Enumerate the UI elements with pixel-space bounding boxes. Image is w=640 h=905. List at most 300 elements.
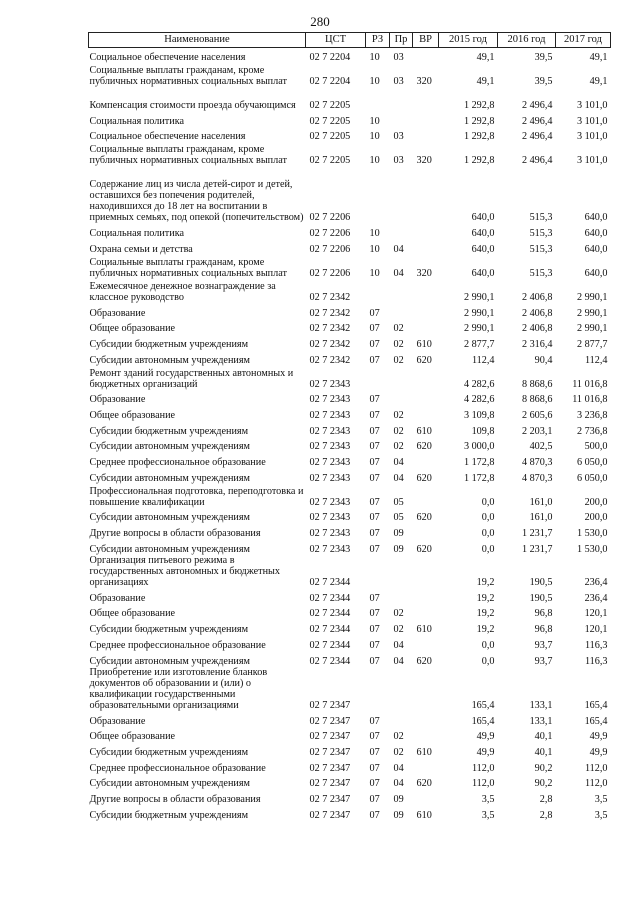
table-row <box>89 555 611 588</box>
row-cst: 02 7 2206 <box>309 267 351 279</box>
row-rz: 07 <box>369 762 380 774</box>
row-value-2015: 49,9 <box>476 731 495 743</box>
row-rz <box>366 279 390 303</box>
row-name: Социальное обеспечение населения <box>89 131 246 143</box>
row-value-2016: 2 203,1 <box>521 425 553 437</box>
row-vr <box>413 279 439 303</box>
header-2017: 2017 год <box>556 33 611 48</box>
row-value-2016: 161,0 <box>529 512 553 524</box>
row-rz: 07 <box>369 512 380 524</box>
row-value-2016: 402,5 <box>529 441 553 453</box>
row-cst: 02 7 2347 <box>309 809 351 821</box>
row-value-2017: 3,5 <box>594 809 608 821</box>
row-value-2017: 1 530,0 <box>576 528 608 540</box>
row-value-2016: 4 870,3 <box>521 472 553 484</box>
row-cst: 02 7 2347 <box>309 762 351 774</box>
row-value-2017: 200,0 <box>584 496 608 508</box>
row-rz: 07 <box>369 639 380 651</box>
header-name: Наименование <box>89 33 306 48</box>
row-pr <box>390 224 413 240</box>
row-name: Субсидии автономным учреждениям <box>89 778 250 790</box>
row-cst: 02 7 2205 <box>309 115 351 127</box>
row-rz: 07 <box>369 543 380 555</box>
row-cst: 02 7 2204 <box>309 52 351 64</box>
row-rz: 10 <box>369 52 380 64</box>
row-value-2015: 1 292,8 <box>463 115 495 127</box>
row-value-2017: 120,1 <box>584 608 608 620</box>
row-rz: 07 <box>369 731 380 743</box>
row-pr: 02 <box>393 323 404 335</box>
row-name: Субсидии автономным учреждениям <box>89 512 250 524</box>
row-cst: 02 7 2347 <box>309 794 351 805</box>
row-pr: 03 <box>393 155 404 167</box>
row-rz <box>366 555 390 588</box>
row-vr <box>413 711 439 727</box>
row-vr: 320 <box>416 267 432 279</box>
table-row <box>89 366 611 390</box>
row-value-2015: 1 292,8 <box>463 100 495 112</box>
header-rz: РЗ <box>366 33 390 48</box>
header-2015: 2015 год <box>439 33 498 48</box>
row-value-2016: 161,0 <box>529 496 553 508</box>
row-name: Субсидии автономным учреждениям <box>89 543 250 555</box>
row-value-2015: 1 172,8 <box>463 457 495 469</box>
row-cst: 02 7 2343 <box>309 409 351 421</box>
row-cst: 02 7 2344 <box>309 655 351 667</box>
row-value-2017: 165,4 <box>584 699 608 711</box>
row-rz: 07 <box>369 338 380 350</box>
row-value-2016: 39,5 <box>534 52 553 64</box>
row-value-2015: 0,0 <box>481 543 495 555</box>
row-value-2015: 640,0 <box>471 212 495 224</box>
table-row <box>89 588 611 604</box>
row-vr: 320 <box>416 155 432 167</box>
row-cst: 02 7 2344 <box>309 577 351 589</box>
row-value-2017: 3 101,0 <box>576 131 608 143</box>
row-rz: 07 <box>369 472 380 484</box>
row-value-2016: 8 868,6 <box>521 394 553 406</box>
table-row <box>89 774 611 790</box>
row-pr: 03 <box>393 76 404 88</box>
row-value-2017: 236,4 <box>584 592 608 604</box>
row-value-2017: 112,0 <box>584 762 608 774</box>
row-vr <box>413 167 439 224</box>
table-row <box>89 319 611 335</box>
row-value-2015: 1 172,8 <box>463 472 495 484</box>
row-name: Социальная политика <box>89 228 185 240</box>
row-value-2016: 93,7 <box>534 655 553 667</box>
row-rz: 07 <box>369 425 380 437</box>
row-value-2017: 6 050,0 <box>576 457 608 469</box>
row-value-2016: 2 316,4 <box>521 338 553 350</box>
row-value-2015: 640,0 <box>471 228 495 240</box>
row-name: Субсидии бюджетным учреждениям <box>89 338 249 350</box>
row-name: Образование <box>89 715 146 727</box>
row-name: Охрана семьи и детства <box>89 243 193 255</box>
row-name: Социальное обеспечение населения <box>89 52 246 64</box>
row-rz: 07 <box>369 307 380 319</box>
row-cst: 02 7 2205 <box>309 100 351 112</box>
table-row <box>89 143 611 167</box>
row-vr <box>413 319 439 335</box>
row-name: Общее образование <box>89 608 176 620</box>
row-value-2016: 1 231,7 <box>521 543 553 555</box>
table-row <box>89 350 611 366</box>
row-value-2017: 6 050,0 <box>576 472 608 484</box>
row-value-2017: 500,0 <box>584 441 608 453</box>
row-cst: 02 7 2342 <box>309 354 351 366</box>
row-value-2015: 640,0 <box>471 267 495 279</box>
row-pr <box>390 111 413 127</box>
header-pr: Пр <box>390 33 413 48</box>
row-pr: 02 <box>393 624 404 636</box>
row-value-2017: 236,4 <box>584 577 608 589</box>
row-value-2015: 165,4 <box>471 699 495 711</box>
table-row <box>89 604 611 620</box>
table-row <box>89 239 611 255</box>
row-pr <box>390 555 413 588</box>
row-pr: 02 <box>393 746 404 758</box>
row-vr: 610 <box>416 624 432 636</box>
row-pr: 02 <box>393 409 404 421</box>
row-cst: 02 7 2343 <box>309 512 351 524</box>
row-name: Субсидии бюджетным учреждениям <box>89 425 249 437</box>
row-value-2016: 40,1 <box>534 746 553 758</box>
row-value-2015: 49,1 <box>476 52 495 64</box>
row-cst: 02 7 2342 <box>309 338 351 350</box>
row-rz: 07 <box>369 624 380 636</box>
table-row <box>89 390 611 406</box>
row-vr: 610 <box>416 425 432 437</box>
row-value-2015: 0,0 <box>481 639 495 651</box>
row-cst: 02 7 2343 <box>309 528 351 540</box>
row-name: Социальные выплаты гражданам, кроме публичных нормативных социальных выплат <box>89 144 287 167</box>
row-value-2017: 2 736,8 <box>576 425 608 437</box>
row-value-2017: 112,0 <box>584 778 608 790</box>
row-name: Среднее профессиональное образование <box>89 639 266 651</box>
row-vr <box>413 366 439 390</box>
table-row <box>89 452 611 468</box>
row-name: Компенсация стоимости проезда обучающимся <box>89 100 296 112</box>
row-value-2015: 2 990,1 <box>463 307 495 319</box>
row-value-2016: 2 496,4 <box>521 131 553 143</box>
row-value-2016: 2 406,8 <box>521 307 553 319</box>
row-vr <box>413 588 439 604</box>
row-rz: 07 <box>369 354 380 366</box>
row-vr <box>413 390 439 406</box>
row-rz <box>366 366 390 390</box>
table-row <box>89 727 611 743</box>
row-value-2016: 515,3 <box>529 212 553 224</box>
row-vr <box>413 727 439 743</box>
row-name: Субсидии автономным учреждениям <box>89 441 250 453</box>
table-row <box>89 508 611 524</box>
table-row <box>89 127 611 143</box>
row-vr: 320 <box>416 76 432 88</box>
row-rz: 10 <box>369 131 380 143</box>
row-pr: 09 <box>393 809 404 821</box>
row-vr <box>413 111 439 127</box>
row-vr <box>413 87 439 111</box>
row-pr: 02 <box>393 338 404 350</box>
header-2016: 2016 год <box>498 33 556 48</box>
row-name: Приобретение или изготовление бланков документов об образовании и (или) о квалификации государственными образовательными организациями <box>89 666 268 711</box>
row-rz: 07 <box>369 394 380 406</box>
row-vr <box>413 758 439 774</box>
row-name: Субсидии бюджетным учреждениям <box>89 746 249 758</box>
row-value-2017: 640,0 <box>584 243 608 255</box>
row-vr: 610 <box>416 746 432 758</box>
row-pr: 04 <box>393 655 404 667</box>
row-value-2015: 19,2 <box>476 608 495 620</box>
table-row <box>89 48 611 64</box>
table-row <box>89 758 611 774</box>
row-value-2015: 2 990,1 <box>463 323 495 335</box>
row-vr: 610 <box>416 809 432 821</box>
row-value-2015: 2 877,7 <box>463 338 495 350</box>
row-pr: 04 <box>393 639 404 651</box>
row-vr <box>413 239 439 255</box>
row-value-2016: 2 496,4 <box>521 115 553 127</box>
table-row <box>89 437 611 453</box>
table-row <box>89 279 611 303</box>
row-value-2016: 96,8 <box>534 624 553 636</box>
row-value-2016: 90,2 <box>534 778 553 790</box>
row-name: Общее образование <box>89 731 176 743</box>
row-cst: 02 7 2343 <box>309 394 351 406</box>
row-value-2015: 109,8 <box>471 425 495 437</box>
row-rz: 07 <box>369 655 380 667</box>
row-cst: 02 7 2347 <box>309 699 351 711</box>
header-vr: ВР <box>413 33 439 48</box>
row-value-2016: 40,1 <box>534 731 553 743</box>
row-vr <box>413 524 439 540</box>
header-cst: ЦСТ <box>306 33 366 48</box>
row-name: Среднее профессиональное образование <box>89 457 266 469</box>
table-row <box>89 224 611 240</box>
row-vr <box>413 452 439 468</box>
row-value-2016: 133,1 <box>529 699 553 711</box>
row-vr <box>413 635 439 651</box>
row-value-2015: 3 000,0 <box>463 441 495 453</box>
row-value-2015: 1 292,8 <box>463 131 495 143</box>
row-pr: 02 <box>393 731 404 743</box>
row-name: Другие вопросы в области образования <box>89 794 261 805</box>
row-rz: 07 <box>369 794 380 805</box>
row-cst: 02 7 2343 <box>309 496 351 508</box>
table-row <box>89 805 611 821</box>
row-vr <box>413 667 439 711</box>
row-value-2015: 0,0 <box>481 512 495 524</box>
row-rz: 07 <box>369 592 380 604</box>
row-rz: 10 <box>369 228 380 240</box>
row-vr <box>413 405 439 421</box>
row-value-2015: 112,0 <box>471 762 495 774</box>
row-name: Профессиональная подготовка, переподготовка и повышение квалификации <box>89 485 304 508</box>
row-pr: 04 <box>393 457 404 469</box>
row-vr: 620 <box>416 441 432 453</box>
row-pr <box>390 279 413 303</box>
row-value-2015: 4 282,6 <box>463 394 495 406</box>
row-cst: 02 7 2206 <box>309 243 351 255</box>
row-name: Социальная политика <box>89 115 185 127</box>
row-value-2017: 3 101,0 <box>576 155 608 167</box>
row-pr: 02 <box>393 441 404 453</box>
row-value-2016: 2,8 <box>539 794 553 805</box>
row-vr: 620 <box>416 778 432 790</box>
row-value-2016: 96,8 <box>534 608 553 620</box>
row-value-2016: 2 406,8 <box>521 291 553 303</box>
row-value-2017: 11 016,8 <box>572 394 608 406</box>
row-rz: 10 <box>369 115 380 127</box>
row-value-2017: 2 990,1 <box>576 291 608 303</box>
row-pr <box>390 711 413 727</box>
table-row <box>89 87 611 111</box>
table-row <box>89 421 611 437</box>
row-pr <box>390 167 413 224</box>
row-value-2017: 11 016,8 <box>572 378 608 390</box>
row-value-2015: 0,0 <box>481 528 495 540</box>
row-value-2016: 515,3 <box>529 267 553 279</box>
row-rz <box>366 87 390 111</box>
table-row <box>89 742 611 758</box>
row-value-2016: 93,7 <box>534 639 553 651</box>
row-cst: 02 7 2342 <box>309 291 351 303</box>
row-vr <box>413 127 439 143</box>
table-row <box>89 524 611 540</box>
row-pr: 02 <box>393 425 404 437</box>
row-cst: 02 7 2347 <box>309 778 351 790</box>
row-pr <box>390 303 413 319</box>
row-name: Образование <box>89 307 146 319</box>
row-vr <box>413 303 439 319</box>
row-name: Субсидии автономным учреждениям <box>89 472 250 484</box>
row-value-2015: 19,2 <box>476 592 495 604</box>
row-pr <box>390 87 413 111</box>
row-vr <box>413 555 439 588</box>
row-cst: 02 7 2343 <box>309 378 351 390</box>
row-vr: 620 <box>416 655 432 667</box>
row-name: Субсидии бюджетным учреждениям <box>89 624 249 636</box>
row-value-2017: 3 101,0 <box>576 100 608 112</box>
row-value-2016: 515,3 <box>529 228 553 240</box>
row-rz: 07 <box>369 746 380 758</box>
row-name: Субсидии автономным учреждениям <box>89 354 250 366</box>
row-vr <box>413 48 439 64</box>
table-body <box>89 48 611 821</box>
row-value-2016: 190,5 <box>529 592 553 604</box>
row-value-2017: 1 530,0 <box>576 543 608 555</box>
row-value-2015: 112,0 <box>471 778 495 790</box>
table-row <box>89 651 611 667</box>
row-value-2016: 515,3 <box>529 243 553 255</box>
row-value-2015: 0,0 <box>481 496 495 508</box>
row-value-2016: 2,8 <box>539 809 553 821</box>
row-vr <box>413 224 439 240</box>
row-cst: 02 7 2343 <box>309 457 351 469</box>
row-value-2016: 90,4 <box>534 354 553 366</box>
row-pr: 04 <box>393 778 404 790</box>
row-cst: 02 7 2343 <box>309 472 351 484</box>
row-pr: 05 <box>393 512 404 524</box>
row-name: Субсидии автономным учреждениям <box>89 655 250 667</box>
row-value-2017: 200,0 <box>584 512 608 524</box>
row-rz: 07 <box>369 457 380 469</box>
row-pr: 04 <box>393 472 404 484</box>
row-vr: 620 <box>416 543 432 555</box>
row-vr: 620 <box>416 354 432 366</box>
row-pr <box>390 667 413 711</box>
row-cst: 02 7 2343 <box>309 441 351 453</box>
table-row <box>89 167 611 224</box>
row-value-2017: 3 101,0 <box>576 115 608 127</box>
row-cst: 02 7 2344 <box>309 592 351 604</box>
row-cst: 02 7 2344 <box>309 624 351 636</box>
row-value-2016: 2 605,6 <box>521 409 553 421</box>
row-name: Другие вопросы в области образования <box>89 528 261 540</box>
row-name: Общее образование <box>89 409 176 421</box>
row-value-2017: 165,4 <box>584 715 608 727</box>
table-row <box>89 405 611 421</box>
row-cst: 02 7 2343 <box>309 543 351 555</box>
row-rz: 07 <box>369 528 380 540</box>
row-pr: 02 <box>393 608 404 620</box>
row-value-2015: 3,5 <box>481 809 495 821</box>
row-name: Общее образование <box>89 323 176 335</box>
row-rz <box>366 667 390 711</box>
row-cst: 02 7 2205 <box>309 131 351 143</box>
row-value-2015: 3 109,8 <box>463 409 495 421</box>
row-value-2016: 2 496,4 <box>521 100 553 112</box>
page-number: 280 <box>310 14 330 29</box>
row-cst: 02 7 2344 <box>309 608 351 620</box>
table-row <box>89 711 611 727</box>
row-name: Организация питьевого режима в государственных автономных и бюджетных организациях <box>89 554 280 589</box>
table-row <box>89 539 611 555</box>
row-pr: 03 <box>393 52 404 64</box>
table-row <box>89 63 611 87</box>
row-name: Ежемесячное денежное вознаграждение за классное руководство <box>89 280 276 303</box>
row-vr <box>413 484 439 508</box>
row-name: Субсидии бюджетным учреждениям <box>89 809 249 821</box>
row-cst: 02 7 2347 <box>309 715 351 727</box>
row-pr: 02 <box>393 354 404 366</box>
row-value-2017: 49,9 <box>589 731 608 743</box>
row-value-2016: 1 231,7 <box>521 528 553 540</box>
row-value-2017: 49,1 <box>589 76 608 88</box>
row-rz <box>366 167 390 224</box>
row-vr: 620 <box>416 512 432 524</box>
table-row <box>89 255 611 279</box>
row-rz: 07 <box>369 809 380 821</box>
row-rz: 07 <box>369 441 380 453</box>
row-cst: 02 7 2204 <box>309 76 351 88</box>
row-name: Социальные выплаты гражданам, кроме публичных нормативных социальных выплат <box>89 65 287 88</box>
row-value-2015: 640,0 <box>471 243 495 255</box>
row-cst: 02 7 2347 <box>309 746 351 758</box>
row-value-2017: 2 990,1 <box>576 307 608 319</box>
row-value-2015: 4 282,6 <box>463 378 495 390</box>
row-value-2017: 2 877,7 <box>576 338 608 350</box>
budget-table <box>88 32 611 821</box>
row-value-2016: 90,2 <box>534 762 553 774</box>
row-cst: 02 7 2343 <box>309 425 351 437</box>
row-pr: 04 <box>393 243 404 255</box>
row-pr: 04 <box>393 762 404 774</box>
row-value-2017: 112,4 <box>584 354 608 366</box>
row-value-2017: 49,1 <box>589 52 608 64</box>
row-value-2017: 116,3 <box>584 639 608 651</box>
